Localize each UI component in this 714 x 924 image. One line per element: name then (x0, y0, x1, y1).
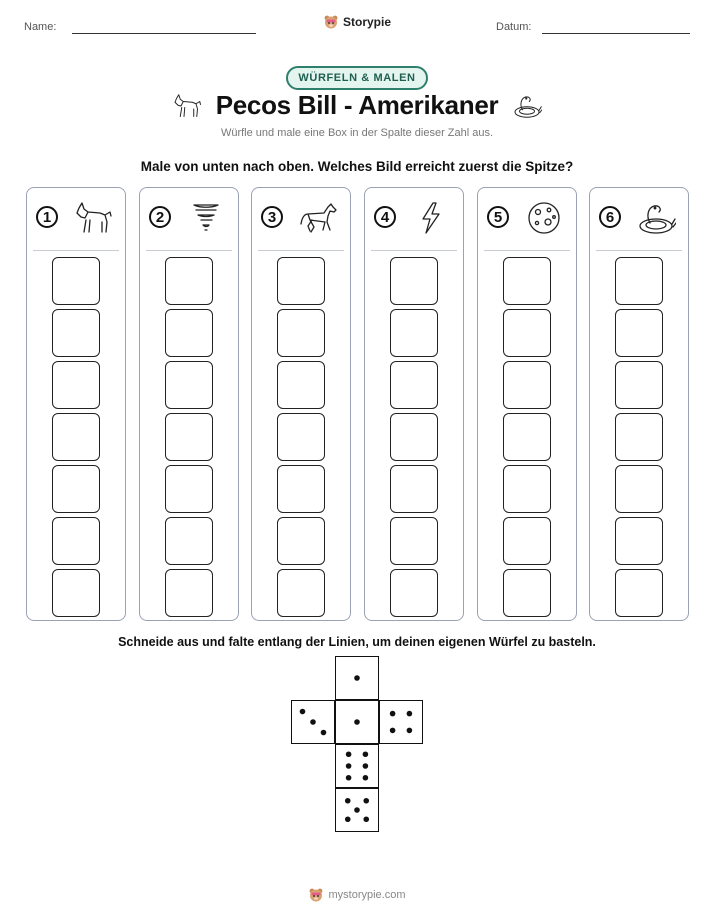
column-5 (477, 187, 577, 621)
color-box[interactable] (503, 517, 551, 565)
title-row (0, 90, 714, 121)
footer (0, 887, 714, 903)
color-box[interactable] (277, 257, 325, 305)
subtitle: Würfle und male eine Box in der Spalte dieser Zahl aus. (220, 127, 494, 139)
rattlesnake-icon (636, 200, 676, 236)
color-box[interactable] (390, 413, 438, 461)
dice-pips (380, 701, 422, 743)
color-box[interactable] (615, 569, 663, 617)
color-box[interactable] (52, 413, 100, 461)
tornado-icon (186, 200, 226, 236)
dice-face (335, 788, 379, 832)
dice-pip (346, 751, 352, 757)
color-box[interactable] (615, 413, 663, 461)
dice-face (335, 700, 379, 744)
cut-instruction: Schneide aus und falte entlang der Linien, um deinen eigenen Würfel zu basteln. (118, 635, 596, 649)
color-box[interactable] (390, 309, 438, 357)
color-box[interactable] (165, 413, 213, 461)
color-box[interactable] (52, 257, 100, 305)
color-box[interactable] (52, 361, 100, 409)
dice-pip (363, 798, 369, 804)
dice-pip (390, 728, 396, 734)
dice-pip (363, 763, 369, 769)
column-number: 1 (36, 206, 58, 228)
dice-face (335, 744, 379, 788)
color-box[interactable] (390, 517, 438, 565)
color-box[interactable] (52, 517, 100, 565)
column-divider (146, 250, 232, 251)
color-box[interactable] (277, 569, 325, 617)
color-box[interactable] (503, 257, 551, 305)
rattlesnake-icon (512, 92, 542, 120)
color-box[interactable] (165, 517, 213, 565)
dice-pip (363, 751, 369, 757)
column-3 (251, 187, 351, 621)
color-box[interactable] (503, 361, 551, 409)
dice-pip (346, 775, 352, 781)
dice-pip (345, 816, 351, 822)
color-box[interactable] (503, 465, 551, 513)
dice-pips (336, 789, 378, 831)
color-box[interactable] (503, 569, 551, 617)
color-box[interactable] (277, 517, 325, 565)
dice-pips (292, 701, 334, 743)
column-header (478, 188, 576, 250)
horse-icon (298, 200, 338, 236)
color-box[interactable] (503, 309, 551, 357)
column-divider (596, 250, 682, 251)
column-number: 5 (487, 206, 509, 228)
lightning-icon (411, 200, 451, 236)
color-box[interactable] (503, 413, 551, 461)
color-box[interactable] (52, 465, 100, 513)
color-box[interactable] (390, 257, 438, 305)
bear-logo-icon (308, 887, 324, 903)
column-divider (258, 250, 344, 251)
brand-logo (0, 14, 714, 30)
date-label: Datum: (496, 21, 532, 33)
color-box[interactable] (165, 257, 213, 305)
color-box[interactable] (615, 517, 663, 565)
column-1 (26, 187, 126, 621)
color-box[interactable] (615, 309, 663, 357)
color-box[interactable] (615, 257, 663, 305)
instruction: Male von unten nach oben. Welches Bild erreicht zuerst die Spitze? (140, 159, 574, 174)
color-box[interactable] (165, 361, 213, 409)
column-header (140, 188, 238, 250)
column-2 (139, 187, 239, 621)
column-number: 4 (374, 206, 396, 228)
dice-pips (336, 657, 378, 699)
bear-logo-icon (323, 14, 339, 30)
column-divider (33, 250, 119, 251)
color-box[interactable] (52, 569, 100, 617)
dice-face (335, 656, 379, 700)
date-line[interactable] (542, 33, 690, 34)
dice-face (379, 700, 423, 744)
color-box[interactable] (52, 309, 100, 357)
dice-pip (354, 675, 360, 681)
dice-pip (354, 807, 360, 813)
coyote-icon (73, 200, 113, 236)
color-box[interactable] (277, 361, 325, 409)
dice-face (291, 700, 335, 744)
moon-icon (524, 200, 564, 236)
column-header (27, 188, 125, 250)
coyote-icon (172, 92, 202, 120)
color-box[interactable] (390, 569, 438, 617)
color-box[interactable] (277, 309, 325, 357)
column-header (252, 188, 350, 250)
name-label: Name: (24, 21, 57, 33)
column-divider (484, 250, 570, 251)
footer-url: mystorypie.com (328, 889, 406, 901)
column-header (365, 188, 463, 250)
column-4 (364, 187, 464, 621)
color-box[interactable] (615, 465, 663, 513)
dice-pip (321, 730, 327, 736)
column-number: 3 (261, 206, 283, 228)
page-title: Pecos Bill - Amerikaner (215, 90, 499, 120)
dice-pip (363, 775, 369, 781)
color-box[interactable] (390, 361, 438, 409)
dice-pip (390, 711, 396, 717)
column-number: 2 (149, 206, 171, 228)
column-number: 6 (599, 206, 621, 228)
color-box[interactable] (277, 465, 325, 513)
column-6 (589, 187, 689, 621)
column-header (590, 188, 688, 250)
color-box[interactable] (165, 569, 213, 617)
color-box[interactable] (615, 361, 663, 409)
dice-pip (407, 728, 413, 734)
dice-pips (336, 745, 378, 787)
color-box[interactable] (165, 465, 213, 513)
color-box[interactable] (277, 413, 325, 461)
dice-pip (354, 719, 360, 725)
dice-pips (336, 701, 378, 743)
dice-pip (345, 798, 351, 804)
dice-pip (363, 816, 369, 822)
column-divider (371, 250, 457, 251)
dice-pip (407, 711, 413, 717)
dice-pip (310, 719, 316, 725)
name-line[interactable] (72, 33, 256, 34)
dice-pip (300, 709, 306, 715)
color-box[interactable] (165, 309, 213, 357)
color-box[interactable] (390, 465, 438, 513)
brand-name: Storypie (342, 15, 391, 29)
activity-badge: WÜRFELN & MALEN (0, 66, 714, 90)
dice-pip (346, 763, 352, 769)
